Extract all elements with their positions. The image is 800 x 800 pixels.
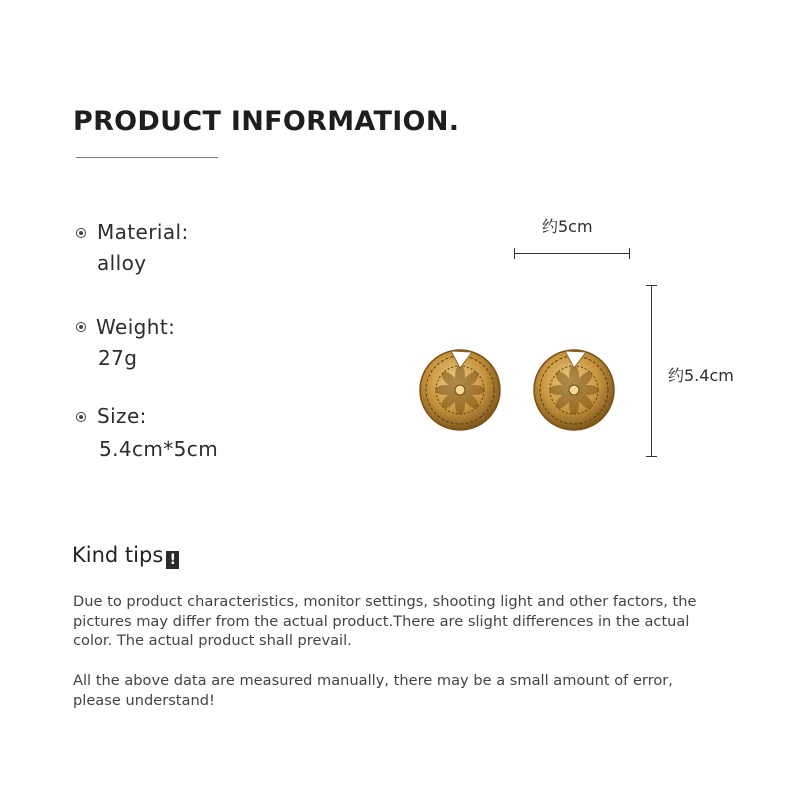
width-dimension-tick-left — [514, 248, 515, 259]
exclamation-icon: ! — [166, 551, 179, 569]
kind-tips-label: Kind tips — [72, 543, 164, 567]
tips-paragraph-measurement: All the above data are measured manually, there may be a small amount of error, please understand! — [73, 672, 673, 709]
spec-value: alloy — [97, 251, 147, 275]
page-title: PRODUCT INFORMATION. — [73, 106, 460, 137]
bullet-icon — [76, 228, 86, 238]
kind-tips-heading — [72, 543, 179, 569]
spec-label: Material: — [97, 220, 189, 244]
height-dimension-tick-bottom — [646, 456, 657, 457]
title-divider — [76, 157, 218, 158]
height-dimension-line — [651, 285, 652, 457]
product-image-earrings — [410, 340, 630, 440]
tips-paragraph-disclaimer: Due to product characteristics, monitor settings, shooting light and other factors, the pictures may differ from the actual product.There are slight differences in the actual color. The actual product shall prevail. — [73, 593, 697, 650]
spec-value: 27g — [98, 346, 138, 370]
spec-value: 5.4cm*5cm — [99, 437, 219, 461]
bullet-icon — [76, 322, 86, 332]
width-dimension-label: 约5cm — [542, 217, 593, 236]
spec-label: Size: — [97, 404, 147, 428]
height-dimension-label: 约5.4cm — [668, 366, 734, 385]
width-dimension-line — [514, 253, 630, 254]
width-dimension-tick-right — [629, 248, 630, 259]
height-dimension-tick-top — [646, 285, 657, 286]
spec-label: Weight: — [96, 315, 176, 339]
bullet-icon — [76, 412, 86, 422]
